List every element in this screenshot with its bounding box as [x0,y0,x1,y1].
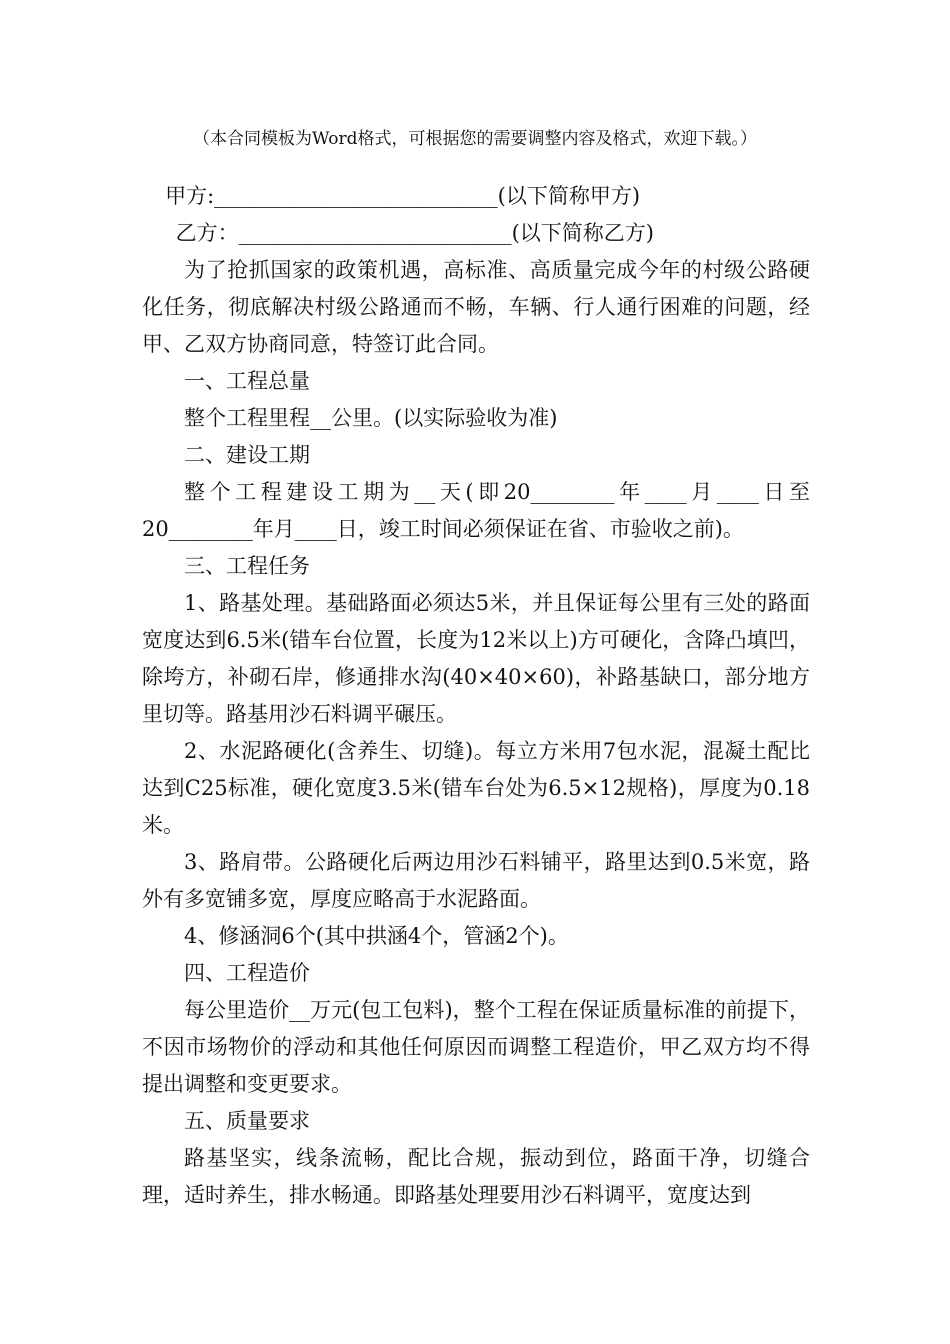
section-heading-cost: 四、工程造价 [184,961,310,985]
task-item-shoulder: 3、路肩带。公路硬化后两边用沙石料铺平，路里达到0.5米宽，路外有多宽铺多宽，厚度应略高于水泥路面。 [142,850,810,911]
section-heading-tasks: 三、工程任务 [184,554,310,578]
task-item-roadbed: 1、路基处理。基础路面必须达5米，并且保证每公里有三处的路面宽度达到6.5米(错车台位置，长度为12米以上)方可硬化，含降凸填凹，除垮方，补砌石岸，修通排水沟(40×40×60)，补路基缺口，部分地方里切等。路基用沙石料调平碾压。 [142,591,810,726]
section-heading-total-quantity: 一、工程总量 [184,369,310,393]
preamble-paragraph: 为了抢抓国家的政策机遇，高标准、高质量完成今年的村级公路硬化任务，彻底解决村级公路通而不畅，车辆、行人通行困难的问题，经甲、乙双方协商同意，特签订此合同。 [142,258,810,356]
section-heading-schedule: 二、建设工期 [184,443,310,467]
party-a-line: 甲方:___________________________(以下简称甲方) [165,184,641,208]
contract-body [142,178,810,1214]
section-heading-quality: 五、质量要求 [184,1109,310,1133]
quality-paragraph: 路基坚实，线条流畅，配比合规，振动到位，路面干净，切缝合理，适时养生，排水畅通。即路基处理要用沙石料调平，宽度达到 [142,1146,810,1207]
party-b-line: 乙方：__________________________(以下简称乙方) [175,221,654,245]
template-note: （本合同模板为Word格式，可根据您的需要调整内容及格式，欢迎下载。） [192,129,758,149]
task-item-cement-hardening: 2、水泥路硬化(含养生、切缝)。每立方米用7包水泥，混凝土配比达到C25标准，硬化宽度3.5米(错车台处为6.5×12规格)，厚度为0.18米。 [142,739,810,837]
schedule-paragraph: 整个工程建设工期为__天(即20________年____月____日至20________年月____日，竣工时间必须保证在省、市验收之前)。 [142,480,810,541]
cost-paragraph: 每公里造价__万元(包工包料)，整个工程在保证质量标准的前提下，不因市场物价的浮动和其他任何原因而调整工程造价，甲乙双方均不得提出调整和变更要求。 [142,998,810,1096]
task-item-culverts: 4、修涵洞6个(其中拱涵4个，管涵2个)。 [184,924,569,948]
total-quantity-paragraph: 整个工程里程__公里。(以实际验收为准) [184,406,558,430]
